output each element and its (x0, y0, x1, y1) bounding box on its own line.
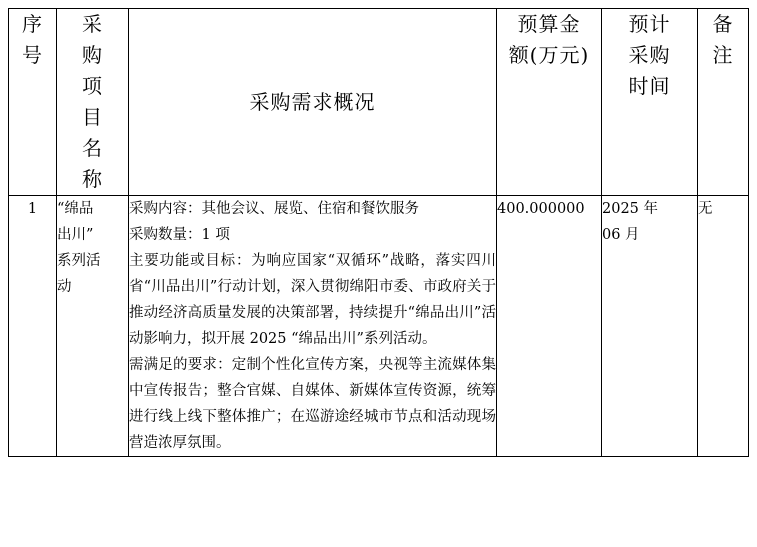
column-header-seq-line2: 号 (22, 43, 43, 67)
column-header-name-line4: 目 (82, 105, 103, 129)
requirement-conditions-paragraph: 需满足的要求：定制个性化宣传方案，央视等主流媒体集中宣传报告；整合官媒、自媒体、新媒体宣传资源，统筹进行线上线下整体推广；在巡游途经城市节点和活动现场营造浓厚氛围。 (129, 357, 496, 451)
column-header-desc-text: 采购需求概况 (249, 89, 376, 114)
column-header-time-line3: 时间 (628, 74, 671, 98)
column-header-amount-line2: 额(万元) (508, 43, 590, 67)
document-page (0, 8, 757, 547)
column-header-name-line3: 项 (82, 74, 103, 98)
project-name-line2: 出川” (57, 227, 94, 243)
cell-expected-time (602, 196, 698, 457)
column-header-remark (698, 9, 749, 196)
project-name-line3: 系列活 (57, 253, 101, 269)
column-header-time-line1: 预计 (628, 12, 671, 36)
column-header-name-line2: 购 (82, 43, 103, 67)
cell-budget-amount: 400.000000 (497, 196, 602, 457)
requirement-objective-paragraph: 主要功能或目标：为响应国家“双循环”战略，落实四川省“川品出川”行动计划，深入贯彻绵阳市委、市政府关于推动经济高质量发展的决策部署，持续提升“绵品出川”活动影响力，拟开展 2025 “绵品出川”系列活动。 (129, 253, 496, 347)
table-header-row (9, 9, 749, 196)
column-header-name-line6: 称 (82, 167, 103, 191)
expected-time-line2: 06 月 (602, 227, 640, 243)
column-header-remark-line1: 备 (712, 12, 734, 36)
column-header-budget-amount (497, 9, 602, 196)
column-header-name-line5: 名 (82, 136, 103, 160)
cell-seq: 1 (9, 196, 57, 457)
requirement-content-line: 采购内容：其他会议、展览、住宿和餐饮服务 (129, 201, 419, 217)
cell-requirement-overview (129, 196, 497, 457)
expected-time-line1: 2025 年 (602, 201, 659, 217)
requirement-quantity-line: 采购数量：1 项 (129, 227, 230, 243)
column-header-seq (9, 9, 57, 196)
project-name-line1: “绵品 (57, 201, 94, 217)
column-header-seq-line1: 序 (22, 12, 43, 36)
column-header-project-name (57, 9, 129, 196)
project-name-line4: 动 (57, 279, 72, 295)
column-header-name-line1: 采 (82, 12, 103, 36)
column-header-requirement-overview (129, 9, 497, 196)
procurement-requirements-table (8, 8, 749, 457)
table-row (9, 196, 749, 457)
cell-remark: 无 (698, 196, 749, 457)
column-header-expected-time (602, 9, 698, 196)
cell-project-name (57, 196, 129, 457)
column-header-amount-line1: 预算金 (517, 12, 581, 36)
column-header-remark-line2: 注 (712, 43, 734, 67)
column-header-time-line2: 采购 (628, 43, 671, 67)
